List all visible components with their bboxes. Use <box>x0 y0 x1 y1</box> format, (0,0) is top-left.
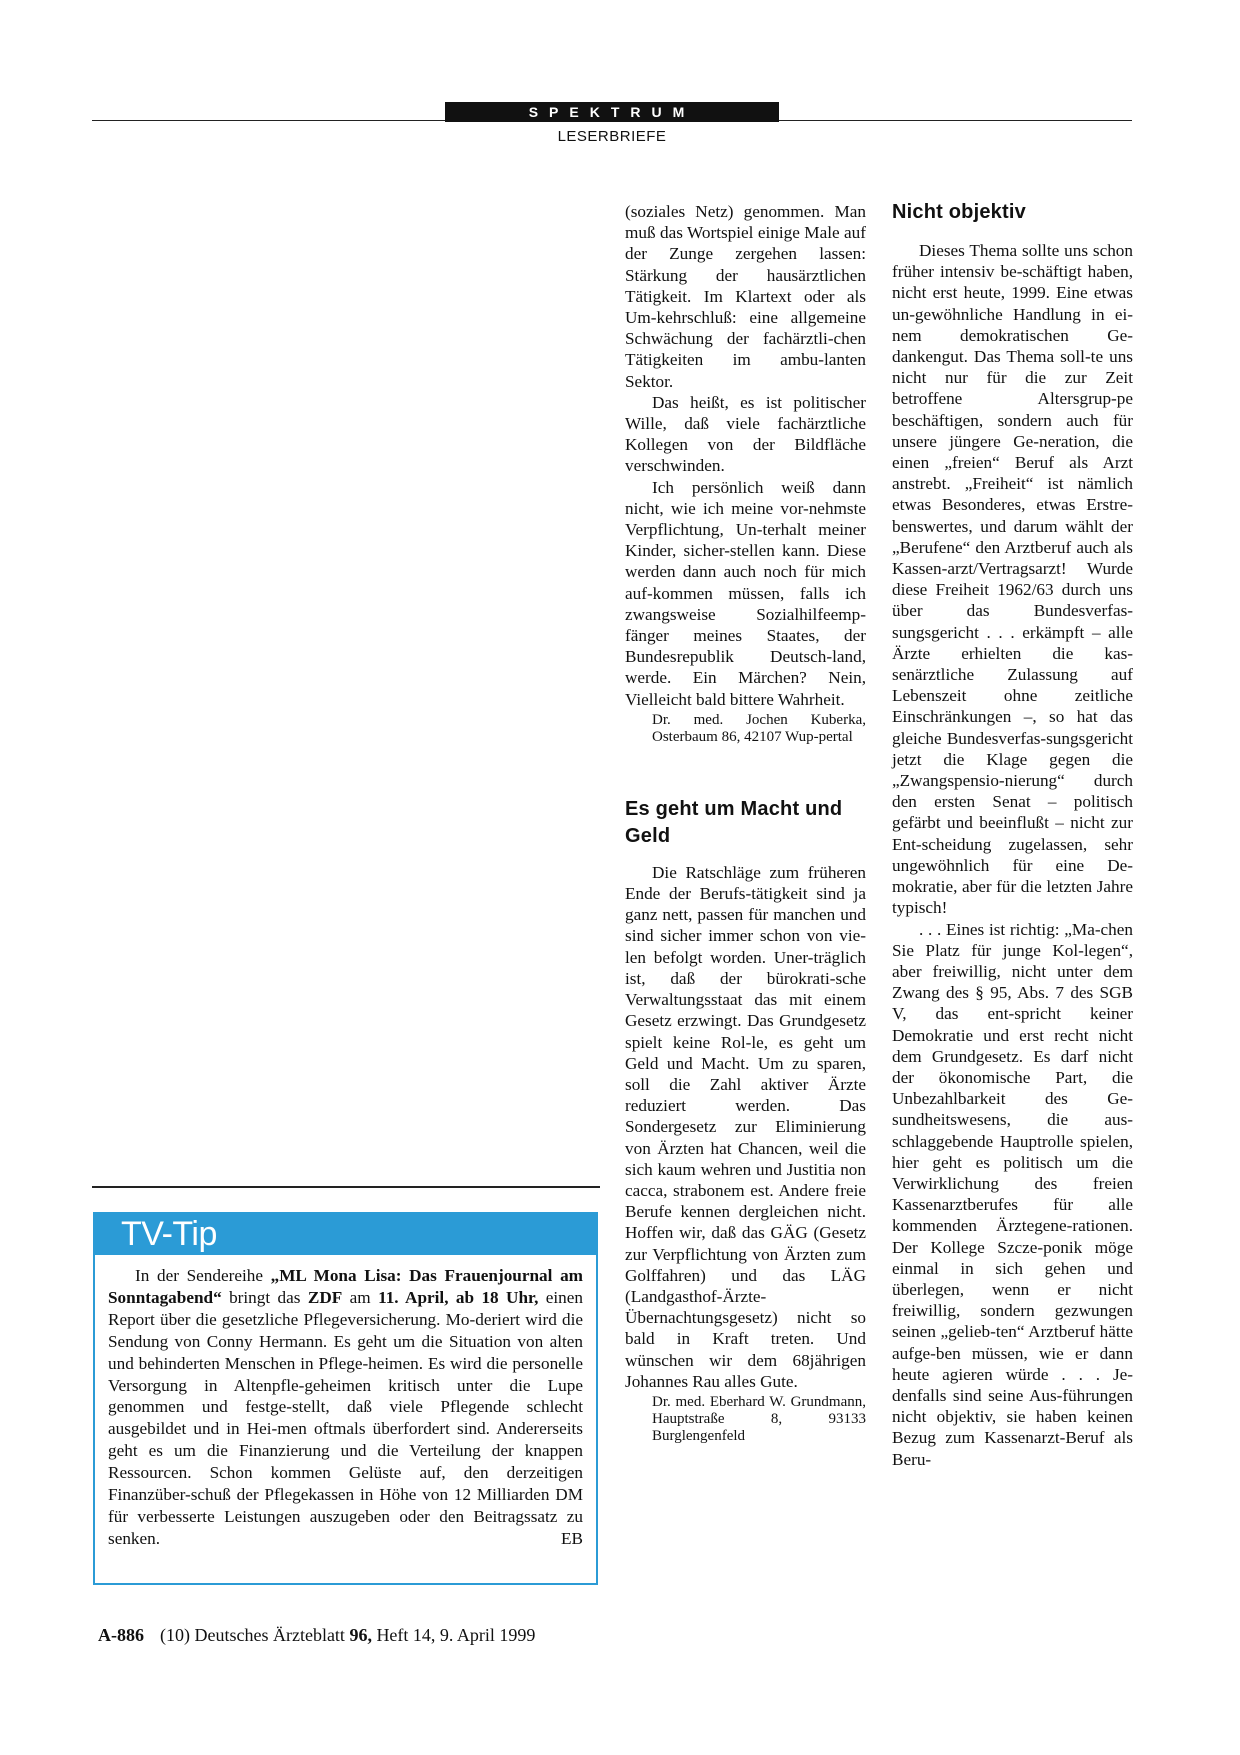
letter-paragraph: Das heißt, es ist politischer Wille, daß viele fachärztliche Kollegen von der Bildfläche verschwinden. <box>625 392 866 476</box>
tvtip-body <box>95 1255 596 1550</box>
tvtip-text: einen Report über die gesetzliche Pflegeversicherung. Mo-deriert wird die Sendung von Conny Hermann. Es geht um die Situation von alten und behinderten Menschen in Pflege-heimen. Es wird die personelle Versorgung in Altenpfle-geheimen kritisch unter die Lupe genommen und festge-stellt, daß viele Pflegende schlecht ausgebildet und in Hei-men oftmals überfordert sind. Andererseits geht es um die Finanzierung und die Verteilung der knappen Ressourcen. Schon kommen Gelüste auf, den derzeitigen Finanzüber-schuß der Pflegekassen in Höhe von 12 Milliarden DM für verbesserte Leistungen auszugeben oder den Beitragssatz zu senken. <box>108 1287 583 1548</box>
footer-volume: 96, <box>349 1625 372 1645</box>
tvtip-series-name: „ML Mona Lisa: Das Frauenjournal am Sonntagabend“ <box>108 1266 583 1307</box>
tvtip-channel: ZDF <box>307 1287 343 1307</box>
tvtip-text: bringt das <box>221 1287 308 1307</box>
tvtip-date: 11. April, ab 18 Uhr, <box>378 1287 539 1307</box>
tvtip-text: am <box>342 1287 379 1307</box>
tvtip-paragraph <box>108 1265 583 1550</box>
letters-column-middle <box>625 201 866 1445</box>
section-label: SPEKTRUM <box>445 102 779 122</box>
letter-heading: Nicht objektiv <box>892 201 1026 223</box>
page-number: A-886 <box>98 1625 144 1645</box>
letter-heading: Es geht um Macht und Geld <box>625 797 843 847</box>
letter-paragraph: Ich persönlich weiß dann nicht, wie ich meine vor-nehmste Verpflichtung, Un-terhalt meiner Kinder, sicher-stellen kann. Diese werden dann auch noch für mich auf-kommen müssen, falls ich zwangsweise Sozialhilfeemp-fänger meines Staates, der Bundesrepublik Deutsch-land, werde. Ein Märchen? Nein, Vielleicht bald bittere Wahrheit. <box>625 477 866 709</box>
letter-paragraph: Die Ratschläge zum früheren Ende der Berufs-tätigkeit sind ja ganz nett, passen für manchen und sind sicher immer schon von vie-len befolgt worden. Uner-träglich ist, daß der bürokrati-sche Verwaltungsstaat das mit einem Gesetz erzwingt. Das Grundgesetz spielt keine Rol-le, es geht um Geld und Macht. Um zu sparen, soll die Zahl aktiver Ärzte reduziert werden. Das Sondergesetz zur Eliminierung von Ärzten hat Chancen, weil die sich kaum wehren und Justitia non cacca, strabonem est. Andere freie Berufe kennen dergleichen nicht. Hoffen wir, daß das GÄG (Gesetz zur Verpflichtung von Ärzten zum Golffahren) und das LÄG (Landgasthof-Ärzte-Übernachtungsgesetz) nicht so bald in Kraft treten. Und wünschen wir dem 68jährigen Johannes Rau alles Gute. <box>625 862 866 1391</box>
page-footer <box>98 1625 535 1646</box>
subsection-label: LESERBRIEFE <box>557 128 667 145</box>
tvtip-rule <box>92 1186 600 1188</box>
tvtip-signature: EB <box>561 1528 583 1548</box>
letters-column-right <box>892 202 1133 1470</box>
letter-signature: Dr. med. Eberhard W. Grundmann, Hauptstraße 8, 93133 Burglengenfeld <box>652 1393 866 1444</box>
footer-issue-prefix: (10) Deutsches Ärzteblatt <box>160 1625 350 1645</box>
letter-paragraph: (soziales Netz) genommen. Man muß das Wortspiel einige Male auf der Zunge zergehen lassen: Stärkung der hausärztlichen Tätigkeit. Im Klartext oder als Um-kehrschluß: eine allgemeine Schwächung der fachärztli-chen Tätigkeiten im ambu-lanten Sektor. <box>625 202 866 391</box>
letter-paragraph: Dieses Thema sollte uns schon früher intensiv be-schäftigt haben, nicht erst heute, 1999. Eine etwas un-gewöhnliche Handlung in ei-nem demokratischen Ge-dankengut. Das Thema soll-te uns nicht nur für die zur Zeit betroffene Altersgrup-pe beschäftigen, sondern auch für unsere jüngere Ge-neration, die einen „freien“ Beruf als Arzt anstrebt. „Freiheit“ ist nämlich etwas Besonderes, etwas Erstre-benswertes, und darum wählt der „Berufene“ den Arztberuf auch als Kassen-arzt/Vertragsarzt! Wurde diese Freiheit 1962/63 durch uns über das Bundesverfas-sungsgericht . . . erkämpft – alle Ärzte erhielten die kas-senärztliche Zulassung auf Lebenszeit ohne zeitliche Einschränkungen –, so hat das gleiche Bundesverfas-sungsgericht jetzt die Klage gegen die „Zwangspensio-nierung“ durch den ersten Senat – politisch gefärbt und beeinflußt – nicht zur Ent-scheidung zugelassen, sehr ungewöhnlich für eine De-mokratie, aber für die letzten Jahre typisch! <box>892 241 1133 918</box>
letter-paragraph: . . . Eines ist richtig: „Ma-chen Sie Platz für junge Kol-legen“, aber freiwillig, nicht unter dem Zwang des § 95, Abs. 7 des SGB V, das ent-spricht keiner Demokratie und erst recht nicht dem Grundgesetz. Es darf nicht der ökonomische Part, die Unbezahlbarkeit des Ge-sundheitswesens, die aus-schlaggebende Hauptrolle spielen, hier geht es politisch um die Verwirklichung des freien Kassenarztberufes für alle kommenden Ärztegene-rationen. Der Kollege Szcze-ponik möge einmal in sich gehen und überlegen, wenn er nicht freiwillig, sondern gezwungen seinen „gelieb-ten“ Arztberuf hätte aufge-ben müssen, wie er dann heute agieren würde . . . Je-denfalls sind seine Aus-führungen nicht objektiv, sie haben keinen Bezug zum Kassenarzt-Beruf als Beru- <box>892 919 1133 1469</box>
footer-issue-suffix: Heft 14, 9. April 1999 <box>371 1625 536 1645</box>
tvtip-box <box>93 1212 598 1585</box>
letter-signature: Dr. med. Jochen Kuberka, Osterbaum 86, 42107 Wup-pertal <box>652 711 866 745</box>
tvtip-text: In der Sendereihe <box>135 1266 271 1285</box>
tvtip-title: TV-Tip <box>95 1214 596 1255</box>
